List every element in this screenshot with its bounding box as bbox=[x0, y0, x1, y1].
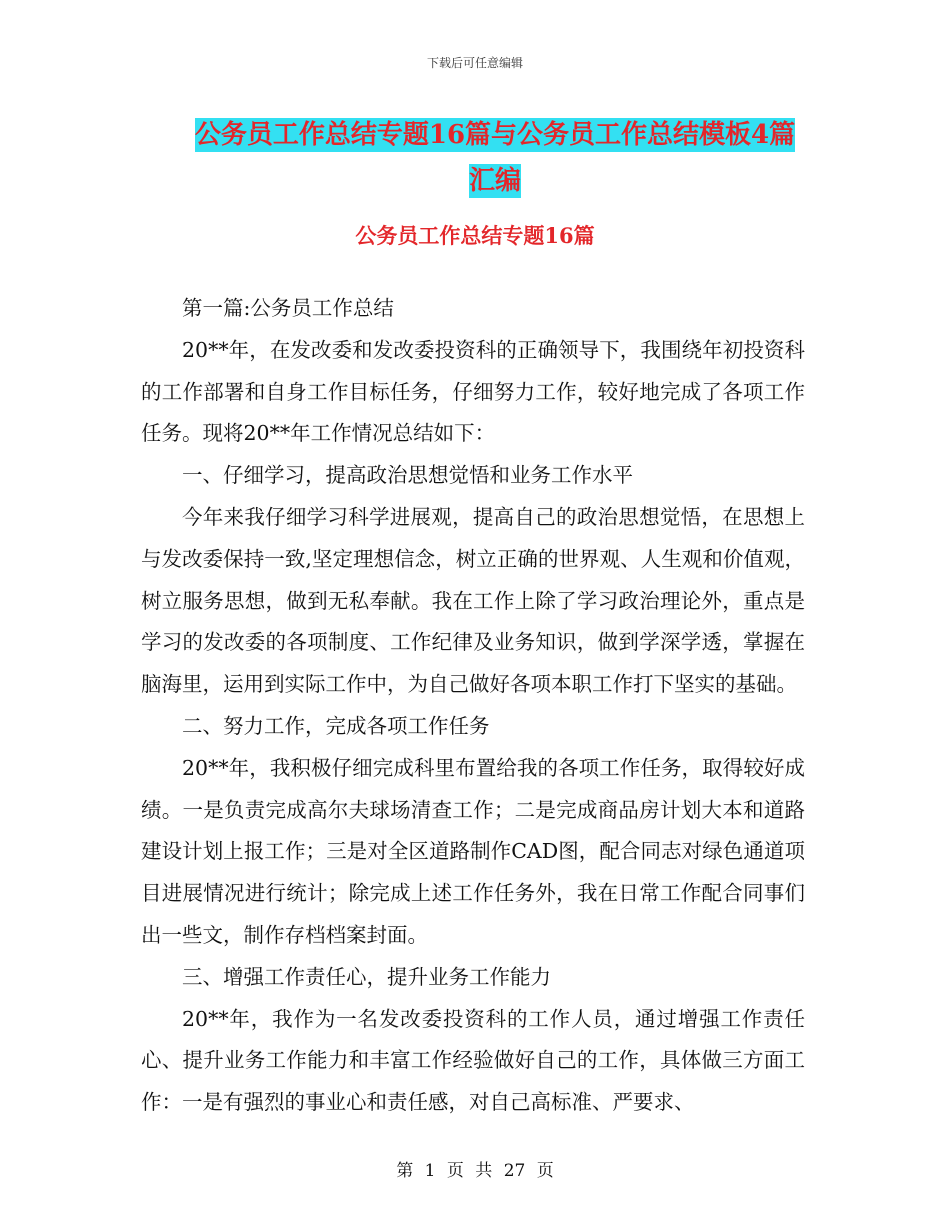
paragraph: 今年来我仔细学习科学进展观，提高自己的政治思想觉悟，在思想上与发改委保持一致,坚定理想信念，树立正确的世界观、人生观和价值观，树立服务思想，做到无私奉献。我在工作上除了学习政治理论外，重点是学习的发改委的各项制度、工作纪律及业务知识，做到学深学透，掌握在脑海里，运用到实际工作中，为自己做好各项本职工作打下坚实的基础。 bbox=[141, 504, 805, 697]
section-title: 公务员工作总结专题16篇 bbox=[355, 223, 595, 248]
document-body bbox=[141, 288, 805, 1124]
header-note: 下载后可任意编辑 bbox=[426, 56, 523, 70]
paragraph: 20**年，我积极仔细完成科里布置给我的各项工作任务，取得较好成绩。一是负责完成高尔夫球场清查工作；二是完成商品房计划大本和道路建设计划上报工作；三是对全区道路制作CAD图，配合同志对绿色通道项目进展情况进行统计；除完成上述工作任务外，我在日常工作配合同事们出一些文，制作存档档案封面。 bbox=[141, 755, 805, 947]
paragraph-heading: 二、努力工作，完成各项工作任务 bbox=[182, 713, 490, 738]
page-number-footer: 第 1 页 共 27 页 bbox=[396, 1161, 554, 1181]
paragraph-heading: 一、仔细学习，提高政治思想觉悟和业务工作水平 bbox=[182, 463, 633, 488]
document-title-line-2: 汇编 bbox=[468, 166, 521, 196]
document-title bbox=[150, 112, 840, 204]
paragraph: 20**年，我作为一名发改委投资科的工作人员，通过增强工作责任心、提升业务工作能力和丰富工作经验做好自己的工作，具体做三方面工作：一是有强烈的事业心和责任感，对自己高标准、严要求、 bbox=[141, 1006, 805, 1115]
paragraph-heading: 三、增强工作责任心，提升业务工作能力 bbox=[182, 964, 551, 989]
paragraph: 20**年，在发改委和发改委投资科的正确领导下，我围绕年初投资科的工作部署和自身工作目标任务，仔细努力工作，较好地完成了各项工作任务。现将20**年工作情况总结如下： bbox=[141, 337, 805, 446]
document-title-line-1: 公务员工作总结专题16篇与公务员工作总结模板4篇 bbox=[194, 120, 796, 150]
paragraph: 第一篇:公务员工作总结 bbox=[182, 296, 394, 320]
